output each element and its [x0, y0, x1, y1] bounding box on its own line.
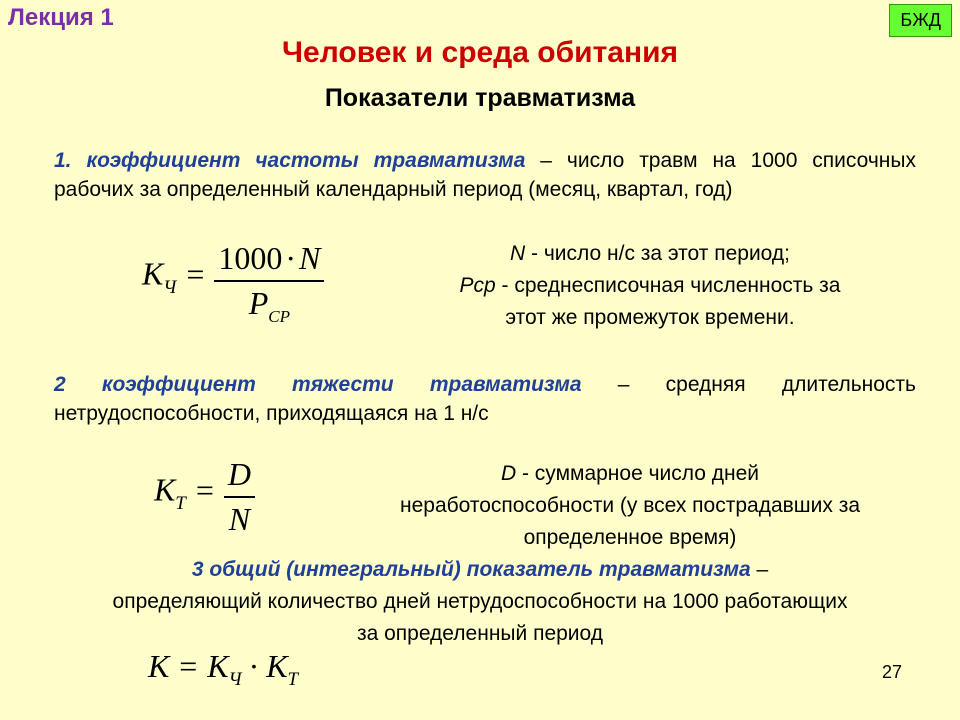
formula3-sub1: Ч	[228, 669, 242, 690]
section1-term: 1. коэффициент частоты травматизма	[54, 149, 526, 172]
formula1-dot: ·	[285, 240, 297, 276]
page-number: 27	[881, 662, 902, 682]
slide-subtitle: Показатели травматизма	[324, 84, 636, 112]
formula2-fraction	[224, 456, 255, 538]
note2-line2: неработоспособности (у всех пострадавших за	[399, 494, 861, 517]
slide-title: Человек и среда обитания	[281, 36, 679, 69]
note1-p-var: Pср	[459, 274, 496, 297]
formula2-eq: =	[195, 471, 214, 508]
formula3-k: К	[148, 648, 170, 684]
section1-paragraph	[54, 146, 916, 204]
formula2-numerator: D	[224, 456, 255, 498]
formula3-k1: К	[207, 648, 229, 684]
formula1-eq: =	[186, 255, 205, 292]
note1-p-text: - среднесписочная численность за	[495, 274, 841, 297]
formula1-n: N	[299, 240, 321, 276]
formula2-denominator: N	[228, 501, 251, 537]
formula1-fraction	[214, 240, 324, 326]
note1-n-var: N	[510, 242, 526, 265]
formula-integral	[148, 648, 299, 690]
section3-line2: определяющий количество дней нетрудоспособности на 1000 работающих	[112, 590, 848, 613]
formula1-k: К	[142, 255, 164, 292]
formula2-k: К	[154, 471, 176, 508]
note2-line3: определенное время)	[523, 526, 737, 549]
lecture-label: Лекция 1	[8, 4, 114, 31]
note-severity	[360, 458, 900, 554]
formula3-dot: ·	[248, 648, 260, 684]
section3-term: 3 общий (интегральный) показатель травматизма	[191, 558, 751, 581]
note2-d-var: D	[500, 462, 517, 485]
note1-n-text: - число н/с за этот период;	[525, 242, 790, 265]
formula3-sub2: Т	[287, 669, 299, 690]
note-frequency	[440, 238, 860, 334]
formula1-den: Р	[248, 285, 269, 321]
subject-badge: БЖД	[889, 4, 952, 37]
formula2-sub: Т	[175, 492, 186, 514]
section2-term: 2 коэффициент тяжести травматизма	[54, 373, 582, 396]
section3-paragraph	[0, 554, 960, 650]
section1-text: – число травм на 1000 списочных рабочих за определенный календарный период (месяц, квартал, год)	[54, 149, 916, 201]
formula1-sub: Ч	[163, 276, 177, 298]
note1-p-text2: этот же промежуток времени.	[505, 306, 795, 329]
section2-text: – средняя длительность нетрудоспособности, приходящаяся на 1 н/с	[54, 373, 916, 425]
formula1-numerator: 1000	[218, 240, 283, 276]
note2-line1: - суммарное число дней	[516, 462, 760, 485]
section3-line3: за определенный период	[356, 622, 604, 645]
formula3-eq: =	[179, 648, 198, 684]
formula3-k2: К	[266, 648, 288, 684]
formula-frequency	[142, 240, 324, 326]
formula1-den-sub: СР	[268, 307, 291, 326]
formula-severity	[154, 456, 255, 538]
section2-paragraph	[54, 370, 916, 428]
section3-dash: –	[750, 558, 769, 581]
